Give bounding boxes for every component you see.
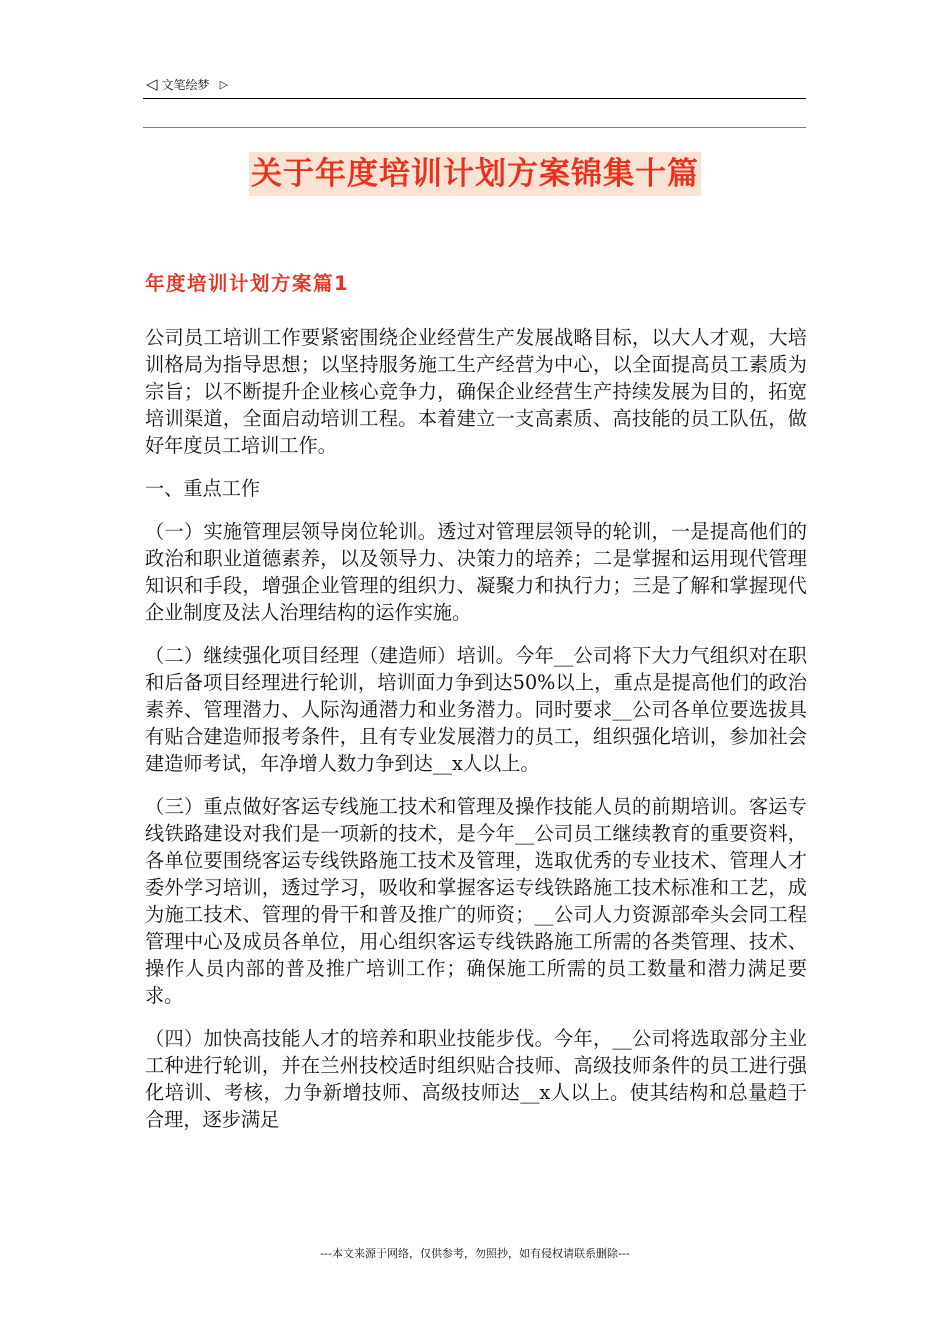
paragraph-item-4: （四）加快高技能人才的培养和职业技能步伐。今年，__公司将选取部分主业工种进行轮训，并在兰州技校适时组织贴合技师、高级技师条件的员工进行强化培训、考核，力争新增技师、高级技师达__x人以上。使其结构和总量趋于合理，逐步满足	[145, 1027, 807, 1131]
paragraph-key-work: 一、重点工作	[145, 477, 261, 500]
title-divider	[143, 127, 806, 128]
triangle-left-icon: ◁	[146, 74, 158, 93]
paragraph-item-3: （三）重点做好客运专线施工技术和管理及操作技能人员的前期培训。客运专线铁路建设对我们是一项新的技术，是今年__公司员工继续教育的重要资料，各单位要围绕客运专线铁路施工技术及管理，选取优秀的专业技术、管理人才委外学习培训，透过学习，吸收和掌握客运专线铁路施工技术标准和工艺，成为施工技术、管理的骨干和普及推广的师资；__公司人力资源部牵头会同工程管理中心及成员各单位，用心组织客运专线铁路施工所需的各类管理、技术、操作人员内部的普及推广培训工作；确保施工所需的员工数量和潜力满足要求。	[145, 795, 807, 1007]
paragraph-item-1: （一）实施管理层领导岗位轮训。透过对管理层领导的轮训，一是提高他们的政治和职业道德素养，以及领导力、决策力的培养；二是掌握和运用现代管理知识和手段，增强企业管理的组织力、凝聚力和执行力；三是了解和掌握现代企业制度及法人治理结构的运作实施。	[145, 520, 807, 624]
section-heading: 年度培训计划方案篇1	[145, 272, 350, 295]
header-divider	[143, 98, 806, 99]
brand-name: 文笔绘梦	[161, 77, 210, 92]
title-container	[0, 152, 950, 196]
triangle-right-icon: ▷	[219, 77, 229, 91]
document-title: 关于年度培训计划方案锦集十篇	[249, 152, 701, 196]
document-body	[145, 324, 807, 1149]
footer-notice: ---本文来源于网络，仅供参考，勿照抄，如有侵权请联系删除---	[320, 1247, 630, 1260]
paragraph-intro: 公司员工培训工作要紧密围绕企业经营生产发展战略目标，以大人才观，大培训格局为指导思想；以坚持服务施工生产经营为中心，以全面提高员工素质为宗旨；以不断提升企业核心竞争力，确保企业经营生产持续发展为目的，拓宽培训渠道，全面启动培训工程。本着建立一支高素质、高技能的员工队伍，做好年度员工培训工作。	[145, 326, 807, 457]
page-header	[146, 72, 806, 96]
paragraph-item-2: （二）继续强化项目经理（建造师）培训。今年__公司将下大力气组织对在职和后备项目经理进行轮训，培训面力争到达50%以上，重点是提高他们的政治素养、管理潜力、人际沟通潜力和业务潜力。同时要求__公司各单位要选拔具有贴合建造师报考条件，且有专业发展潜力的员工，组织强化培训，参加社会建造师考试，年净增人数力争到达__x人以上。	[145, 644, 807, 775]
